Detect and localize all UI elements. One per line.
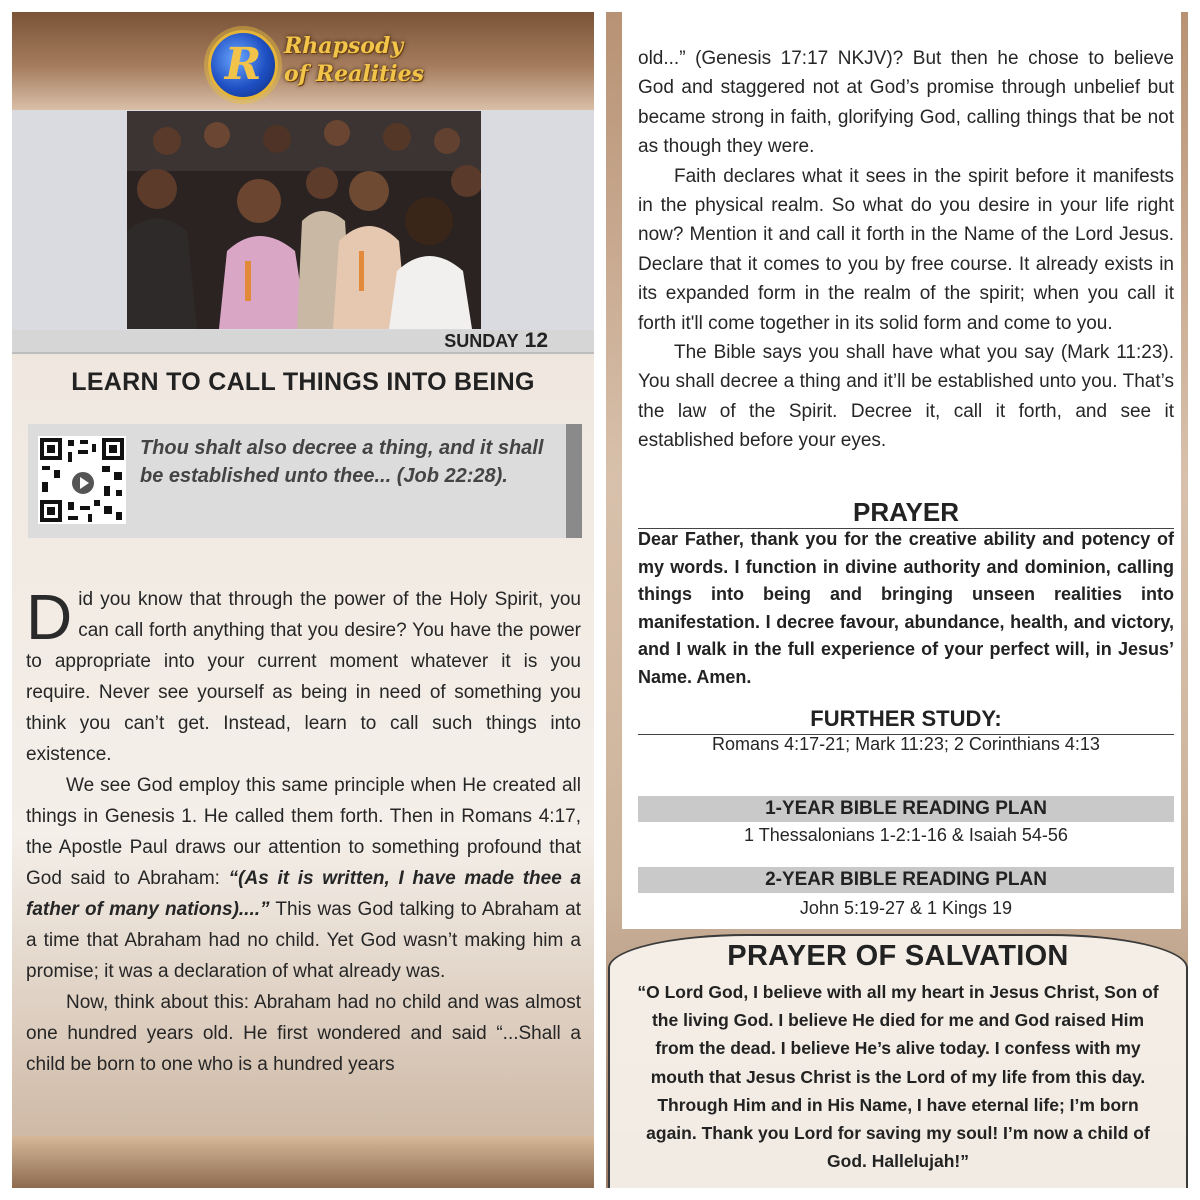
day-name: SUNDAY [444,331,519,351]
devotional-title: LEARN TO CALL THINGS INTO BEING [71,368,535,396]
date-bar [12,330,594,354]
date-label [444,330,548,352]
salvation-heading: PRAYER OF SALVATION [727,940,1069,972]
salvation-text: “O Lord God, I believe with all my heart in Jesus Christ, Son of the living God. I believe He died for me and God raised Him from the dead. I believe He’s alive today. I confess with my mouth that Jesus Christ is the Lord of my life from this day. Through Him and in His Name, I have eternal life; I’m born again. Thank you Lord for saving my soul! I’m now a child of God. Hallelujah!” [637,982,1159,1172]
paragraph-4: Faith declares what it sees in the spirit before it manifests in the physical realm. So what do you desire in your life right now? Mention it and call it forth in the Name of the Lord Jesus. Declare that it comes to you by free course. It already exists in its expanded form in the realm of the spirit; when you call it forth it'll come together in its solid form and come to you. [638,165,1174,334]
prayer-text: Dear Father, thank you for the creative ability and potency of my words. I function in divine authority and dominion, calling things into being and bringing unseen realities into manifestation. I decree favour, abundance, health, and victory, and I walk in the full experience of your perfect will, in Jesus’ Name. Amen. [638,529,1174,687]
salvation-box [608,934,1188,1188]
paragraph-2-text: We see God employ this same principle when He created all things in Genesis 1. He called them forth. Then in Romans 4:17, the Apostle Paul draws our attention to something profound that God said to Abraham: [26,775,581,889]
rhapsody-logo-icon [208,30,278,100]
right-page [606,12,1188,1188]
scripture-box [28,424,582,538]
body-text-right [638,44,1174,456]
one-year-plan-text: 1 Thessalonians 1-2:1-16 & Isaiah 54-56 [744,825,1068,845]
paragraph-1 [26,581,581,770]
play-icon [70,470,96,496]
scripture-quote: Thou shalt also decree a thing, and it shall be established unto thee... (Job 22:28). [140,437,544,487]
prayer-heading: PRAYER [638,496,1174,529]
paragraph-1-text: id you know that through the power of the Holy Spirit, you can call forth anything that you desire? You have the power to appropriate into your current moment whatever it is you require. Never see yourself as being in need of something you think you can’t get. Instead, learn to call such things into existence. [26,589,581,765]
qr-code-icon[interactable] [38,436,126,524]
further-study-text: Romans 4:17-21; Mark 11:23; 2 Corinthians 4:13 [712,734,1100,754]
paragraph-2 [26,770,581,987]
abraham-quote: “(As it is written, I have made thee a father of many nations)....” [26,868,582,920]
further-study-heading: FURTHER STUDY: [638,704,1174,735]
two-year-plan-heading: 2-YEAR BIBLE READING PLAN [638,867,1174,893]
dropcap-letter: D [26,581,73,653]
brand-line-1: Rhapsody [284,33,404,59]
header-banner [12,12,594,110]
worship-photo [127,111,481,329]
paragraph-3: Now, think about this: Abraham had no child and was almost one hundred years old. He first wondered and said “...Shall a child be born to one who is a hundred years [26,992,581,1075]
paragraph-2-after: This was God talking to Abraham at a time that Abraham had no child. Yet God wasn’t making him a promise; it was a declaration of what already was. [26,899,582,982]
day-number: 12 [524,329,548,352]
brand-line-2: of Realities [284,61,424,87]
content-card [622,12,1181,929]
one-year-plan-heading: 1-YEAR BIBLE READING PLAN [638,796,1174,822]
bottom-decor-left [12,1136,594,1188]
brand-name [284,32,444,88]
body-text-left [26,581,582,1080]
left-page [12,12,594,1188]
crowd-illustration [127,111,481,329]
two-year-plan-text: John 5:19-27 & 1 Kings 19 [799,898,1013,918]
paragraph-3-continued: old...” (Genesis 17:17 NKJV)? But then he chose to believe God and staggered not at God’s promise through unbelief but became strong in faith, glorifying God, calling things that be not as though they were. [638,48,1174,158]
paragraph-5: The Bible says you shall have what you say (Mark 11:23). You shall decree a thing and it’ll be established unto you. That’s the law of the Spirit. Decree it, call it forth, and see it established before your eyes. [638,342,1174,452]
logo-letter: R [224,39,262,90]
